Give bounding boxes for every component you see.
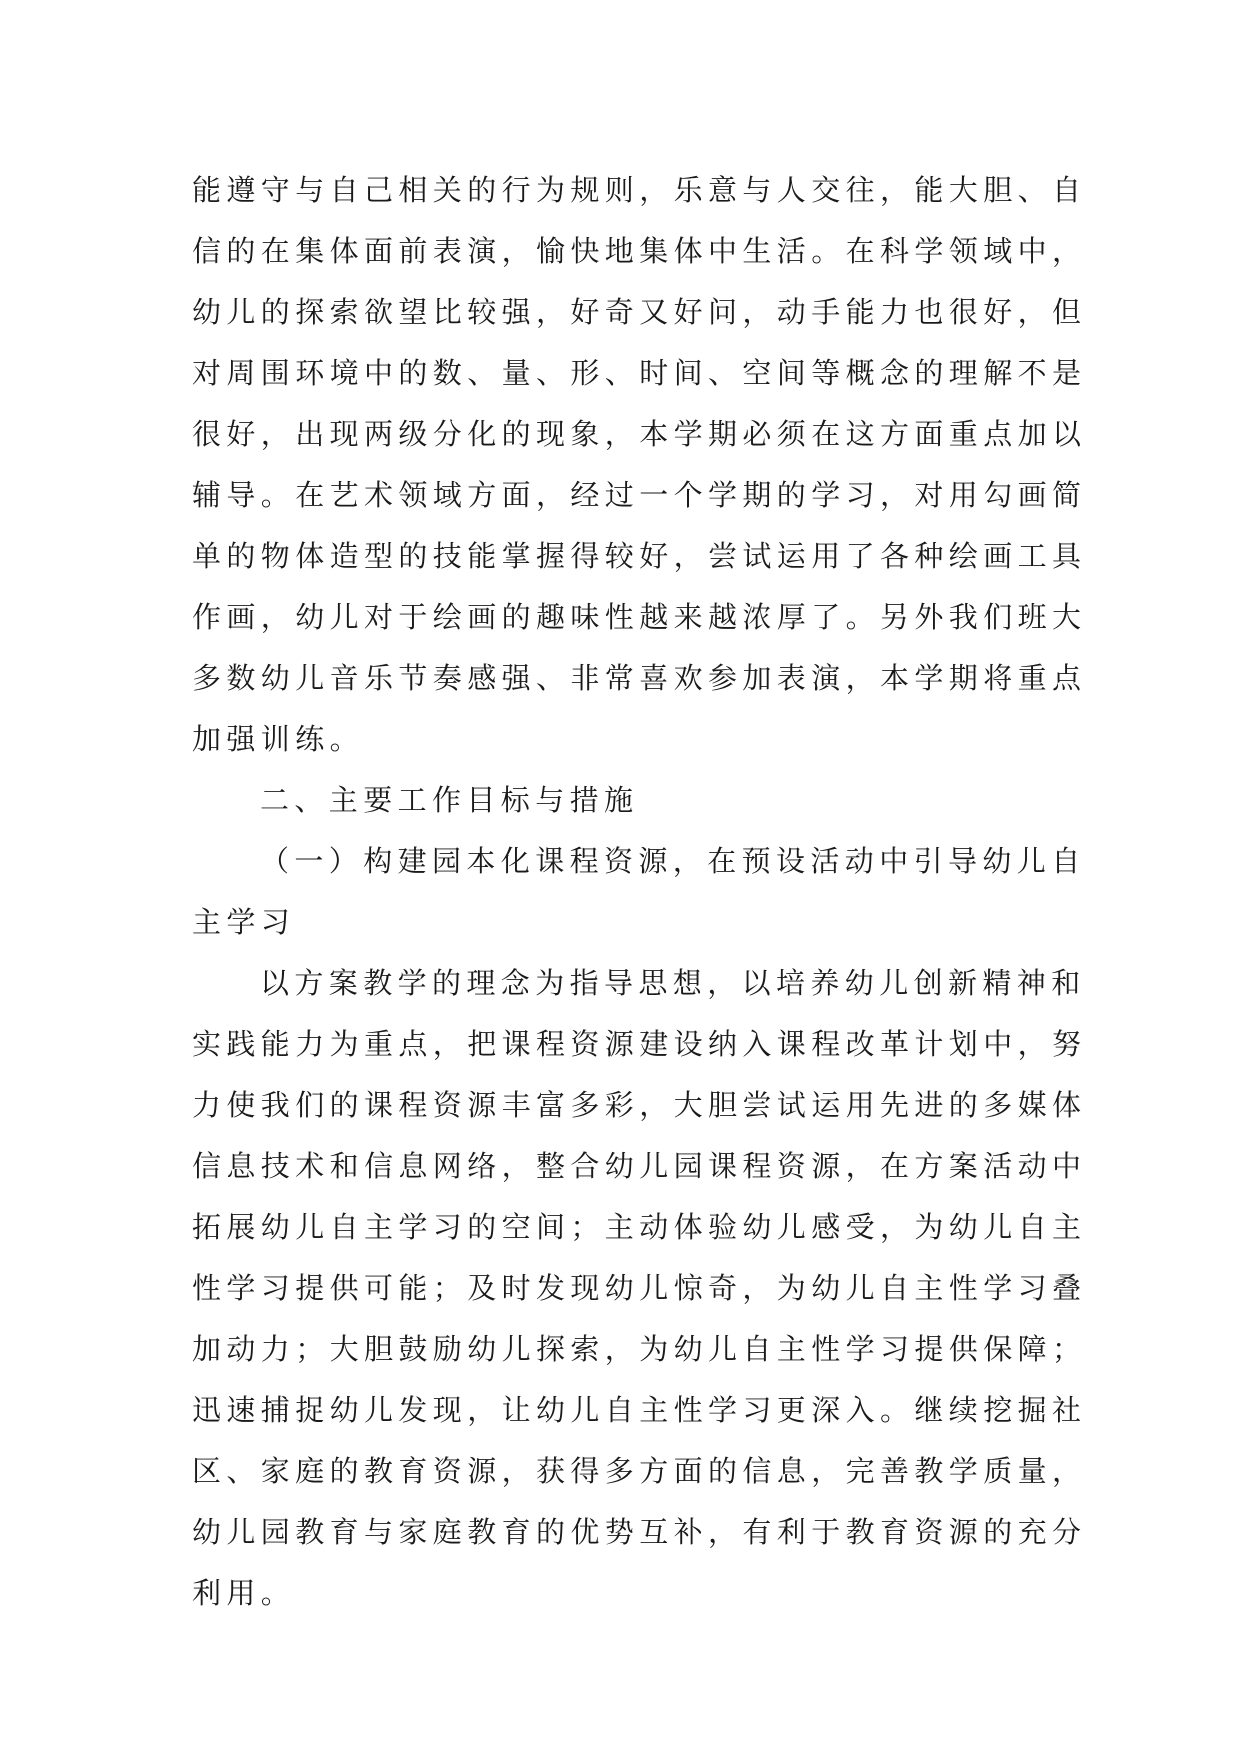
text-line: 单的物体造型的技能掌握得较好，尝试运用了各种绘画工具 <box>192 539 1087 573</box>
paragraph-curriculum <box>192 953 1087 1624</box>
text-line: 信息技术和信息网络，整合幼儿园课程资源，在方案活动中 <box>192 1149 1087 1183</box>
text-line: 以方案教学的理念为指导思想，以培养幼儿创新精神和 <box>260 966 1086 1000</box>
text-line: 辅导。在艺术领域方面，经过一个学期的学习，对用勾画简 <box>192 478 1087 512</box>
text-line: 对周围环境中的数、量、形、时间、空间等概念的理解不是 <box>192 356 1087 390</box>
heading-line: （一）构建园本化课程资源，在预设活动中引导幼儿自 <box>260 844 1086 878</box>
text-line: 性学习提供可能；及时发现幼儿惊奇，为幼儿自主性学习叠 <box>192 1271 1087 1305</box>
text-line: 加动力；大胆鼓励幼儿探索，为幼儿自主性学习提供保障； <box>192 1332 1087 1366</box>
section-heading <box>192 770 1052 831</box>
text-line: 加强训练。 <box>192 722 365 756</box>
subsection-heading <box>192 831 1086 953</box>
text-line: 幼儿的探索欲望比较强，好奇又好问，动手能力也很好，但 <box>192 295 1087 329</box>
text-line: 拓展幼儿自主学习的空间；主动体验幼儿感受，为幼儿自主 <box>192 1210 1087 1244</box>
heading-line: 二、主要工作目标与措施 <box>260 783 639 817</box>
text-line: 实践能力为重点，把课程资源建设纳入课程改革计划中，努 <box>192 1027 1087 1061</box>
text-line: 利用。 <box>192 1576 296 1610</box>
text-line: 力使我们的课程资源丰富多彩，大胆尝试运用先进的多媒体 <box>192 1088 1087 1122</box>
text-line: 幼儿园教育与家庭教育的优势互补，有利于教育资源的充分 <box>192 1515 1087 1549</box>
text-line: 多数幼儿音乐节奏感强、非常喜欢参加表演，本学期将重点 <box>192 661 1087 695</box>
text-line: 能遵守与自己相关的行为规则，乐意与人交往，能大胆、自 <box>192 173 1087 207</box>
text-line: 区、家庭的教育资源，获得多方面的信息，完善教学质量， <box>192 1454 1087 1488</box>
text-line: 迅速捕捉幼儿发现，让幼儿自主性学习更深入。继续挖掘社 <box>192 1393 1087 1427</box>
text-line: 很好，出现两级分化的现象，本学期必须在这方面重点加以 <box>192 417 1087 451</box>
paragraph-class-situation <box>192 160 1087 770</box>
heading-line: 主学习 <box>192 905 296 939</box>
text-line: 作画，幼儿对于绘画的趣味性越来越浓厚了。另外我们班大 <box>192 600 1087 634</box>
text-line: 信的在集体面前表演，愉快地集体中生活。在科学领域中， <box>192 234 1087 268</box>
document-body <box>192 160 1087 1624</box>
